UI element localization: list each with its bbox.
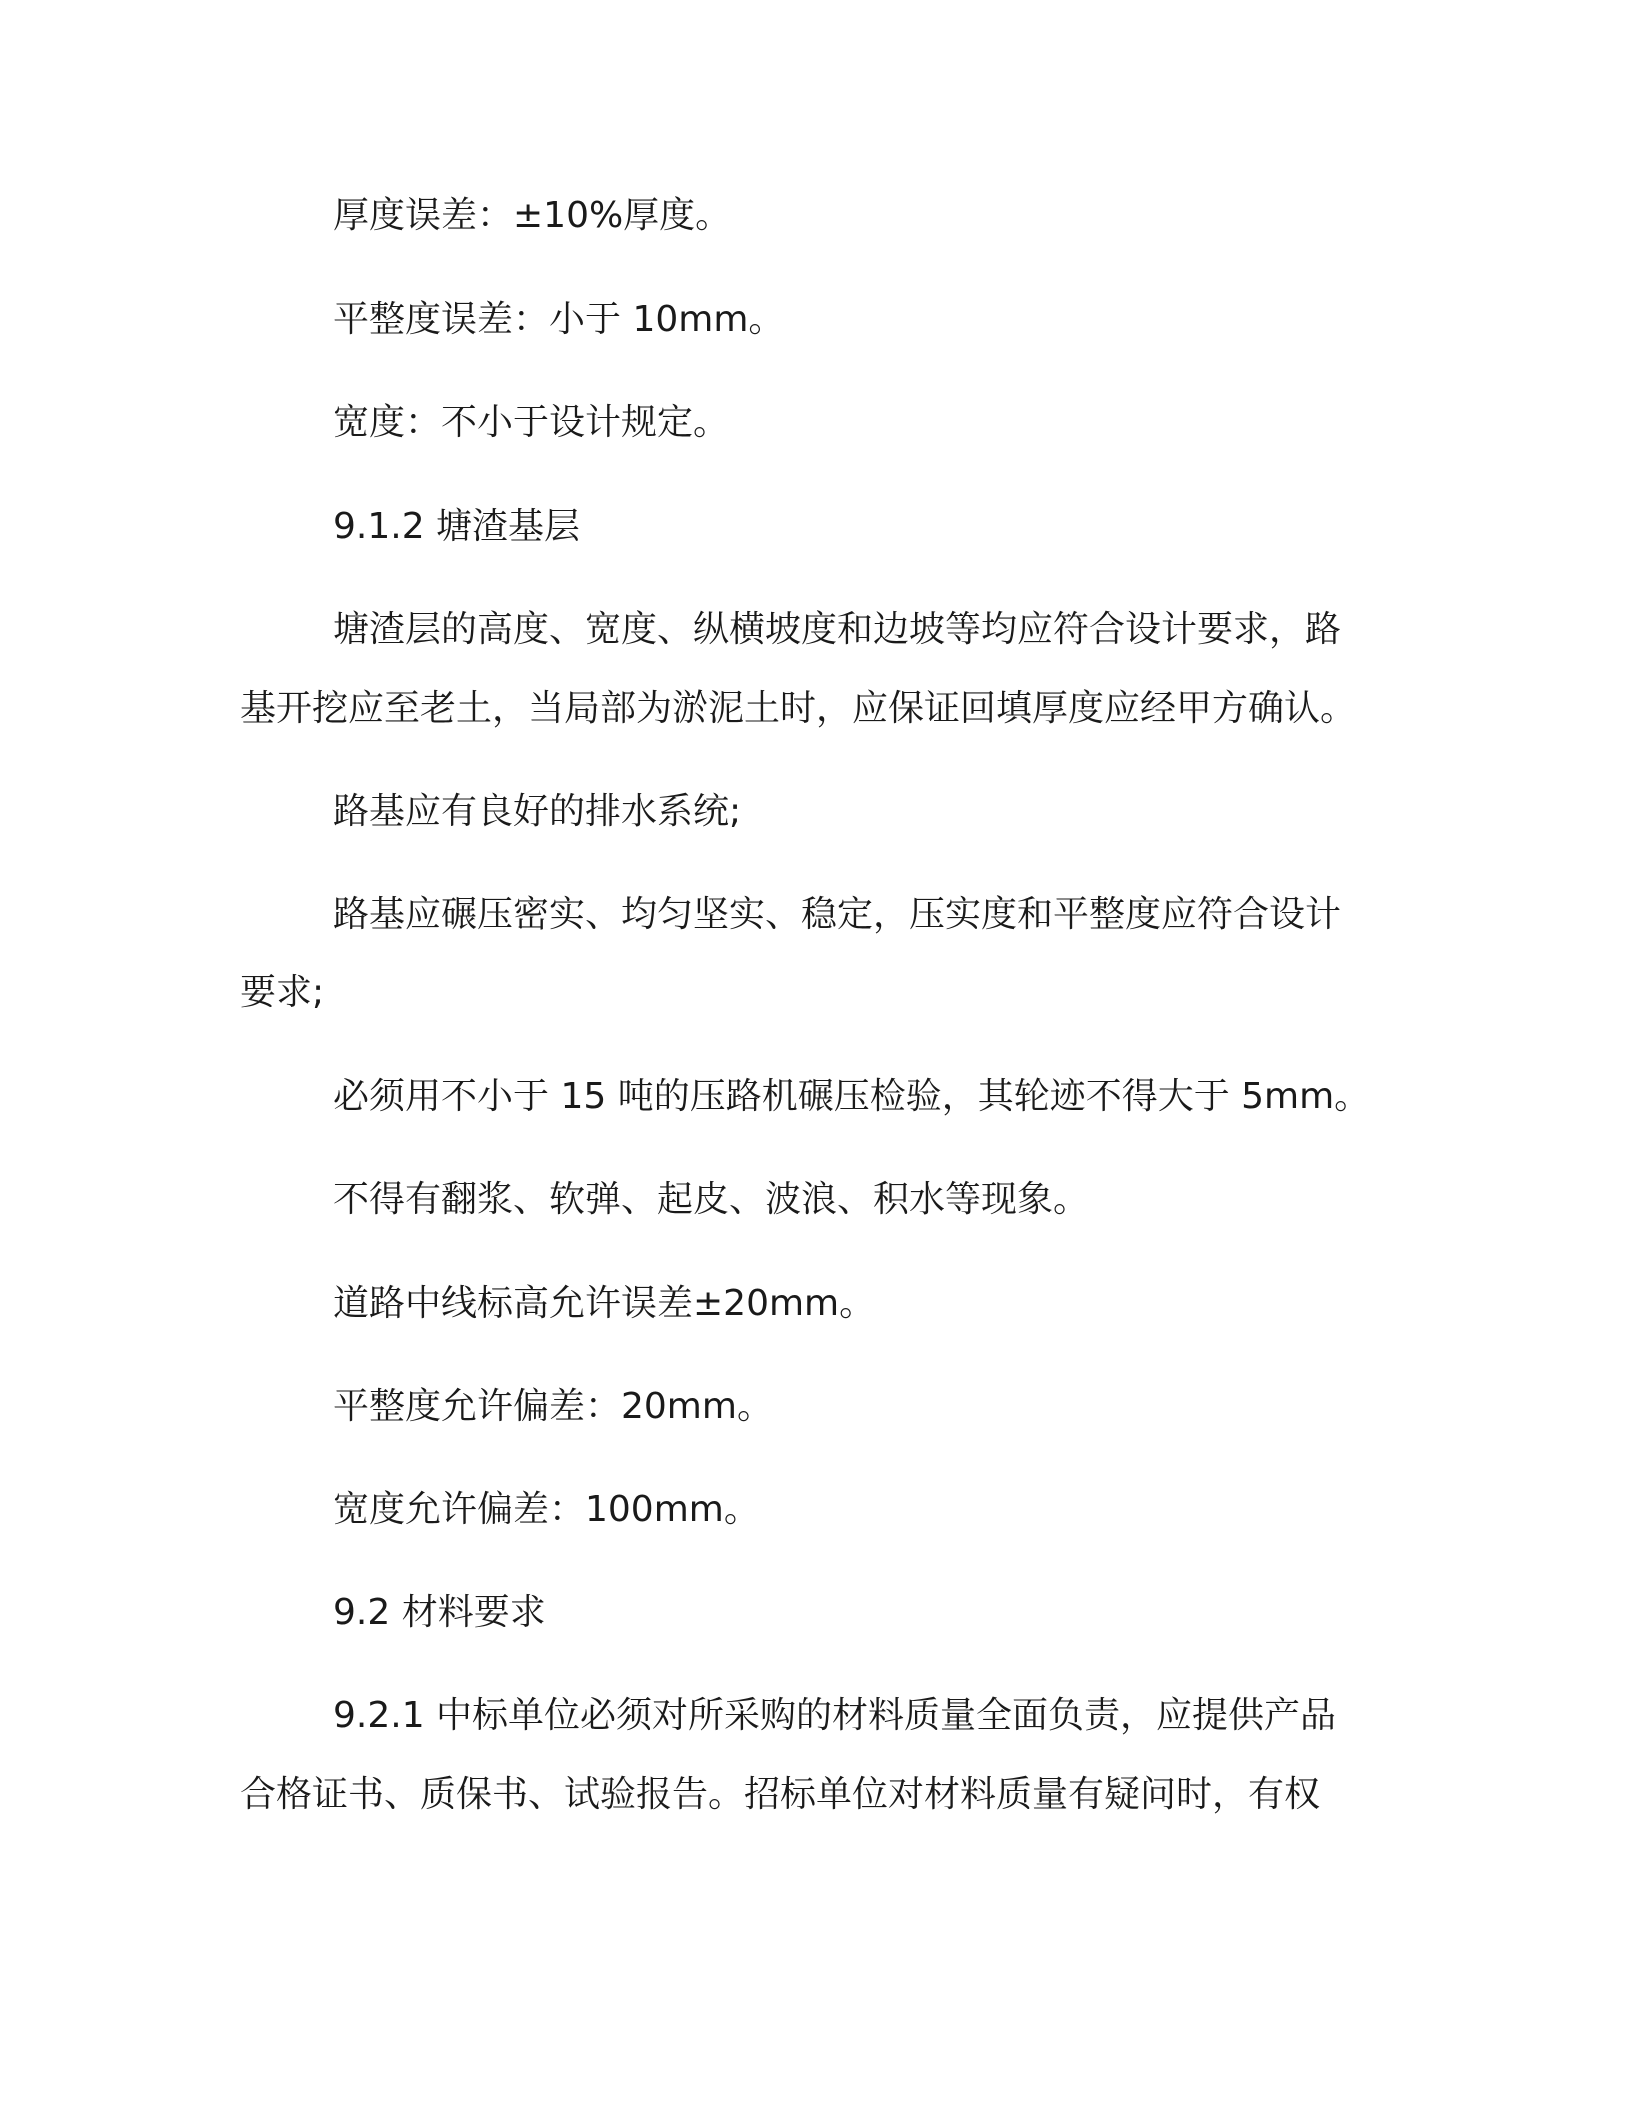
material-requirement-line-2: 合格证书、质保书、试验报告。招标单位对材料质量有疑问时，有权 (240, 1774, 1321, 1815)
drainage-requirement: 路基应有良好的排水系统; (333, 791, 742, 832)
compaction-requirement-line-2: 要求; (240, 972, 325, 1013)
roller-test-requirement: 必须用不小于 15 吨的压路机碾压检验，其轮迹不得大于 5mm。 (333, 1076, 1371, 1117)
flatness-allowable-deviation: 平整度允许偏差：20mm。 (333, 1386, 773, 1427)
material-requirement-line-1: 9.2.1 中标单位必须对所采购的材料质量全面负责，应提供产品 (333, 1695, 1337, 1736)
section-heading-9-1-2: 9.1.2 塘渣基层 (333, 506, 581, 547)
centerline-elevation-tolerance: 道路中线标高允许误差±20mm。 (333, 1283, 876, 1324)
compaction-requirement-line-1: 路基应碾压密实、均匀坚实、稳定，压实度和平整度应符合设计 (333, 894, 1342, 935)
subbase-requirement-line-1: 塘渣层的高度、宽度、纵横坡度和边坡等均应符合设计要求，路 (333, 609, 1342, 650)
thickness-tolerance: 厚度误差：±10%厚度。 (333, 195, 732, 236)
subbase-requirement-line-2: 基开挖应至老土，当局部为淤泥土时，应保证回填厚度应经甲方确认。 (240, 688, 1357, 729)
surface-defects-requirement: 不得有翻浆、软弹、起皮、波浪、积水等现象。 (333, 1179, 1090, 1220)
width-allowable-deviation: 宽度允许偏差：100mm。 (333, 1489, 760, 1530)
width-requirement: 宽度：不小于设计规定。 (333, 402, 730, 443)
section-heading-9-2: 9.2 材料要求 (333, 1592, 546, 1633)
flatness-tolerance: 平整度误差：小于 10mm。 (333, 299, 785, 340)
